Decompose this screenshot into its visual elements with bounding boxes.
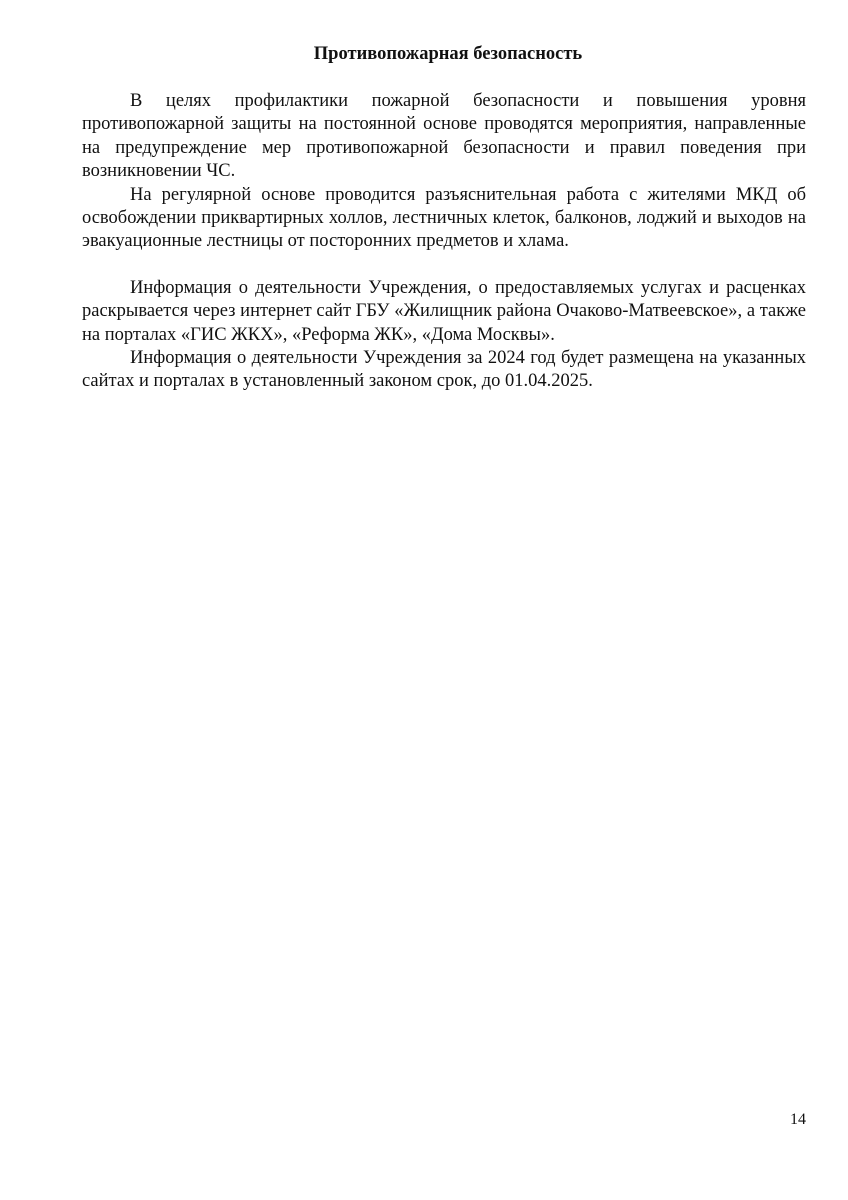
paragraph-fire-prevention: В целях профилактики пожарной безопасности и повышения уровня противопожарной защиты на постоянной основе проводятся мероприятия, направленные на предупреждение мер противопожарной безопасности и правил поведения при возникновении ЧС. [82, 91, 806, 182]
paragraph-information-disclosure: Информация о деятельности Учреждения, о предоставляемых услугах и расценках раскрывается через интернет сайт ГБУ «Жилищник района Очаково-Матвеевское», а также на порталах «ГИС ЖКХ», «Реформа ЖК», «Дома Москвы». [82, 277, 806, 345]
information-disclosure-section [82, 277, 806, 394]
paragraph-report-publication: Информация о деятельности Учреждения за 2024 год будет размещена на указанных сайтах и порталах в установленный законом срок, до 01.04.2025. [82, 348, 806, 392]
document-body [82, 42, 806, 394]
fire-safety-section [82, 90, 806, 254]
paragraph-explanatory-work: На регулярной основе проводится разъяснительная работа с жителями МКД об освобождении приквартирных холлов, лестничных клеток, балконов, лоджий и выходов на эвакуационные лестницы от посторонних предметов и хлама. [82, 184, 806, 252]
page-number: 14 [790, 1111, 806, 1128]
section-title: Противопожарная безопасность [313, 44, 583, 64]
